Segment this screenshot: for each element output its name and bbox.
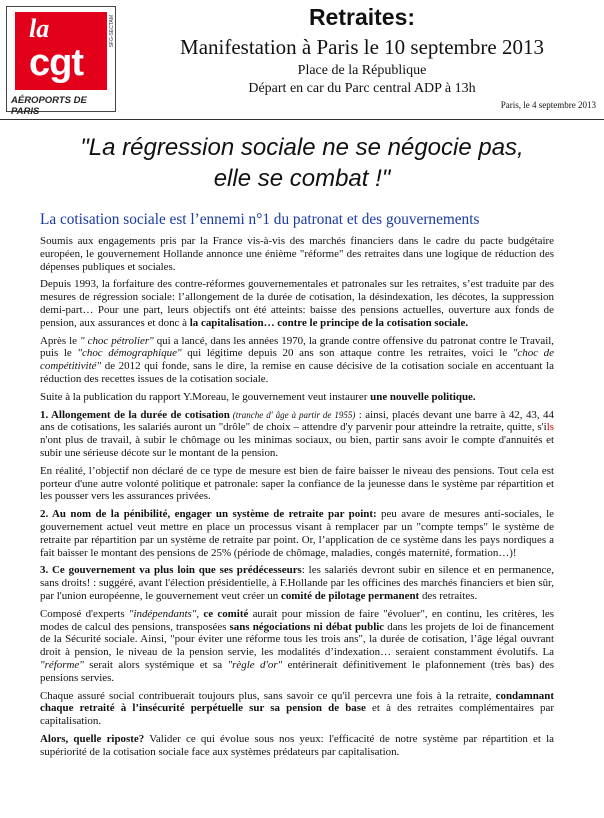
p7-text: peu avare de mesures anti-sociales, le gouvernement actuel veut mettre en place un processus visant à remplacer par un "compte temps" le système de retraite par répartition par un système de retraite par point. Or, l’application de ce système dans les pays nordiques a fait baisser le montant des pensions de 25% (période de chômage, maladies, congés maternité, formation…)! [40,508,554,559]
p9-d: dans les projets de loi de financement de la Sécurité sociale. Ainsi, "pour éviter une réforme tous les trois ans", la durée de cotisation, l’âge légal ouvrant droit à pension, le niveau de la pension servie, les modalités d’indexation… seraient constamment évolutifs. La [40,620,554,659]
paragraph-3 [40,335,554,386]
p11-bold: Alors, quelle riposte? [40,732,145,745]
logo-side-text: SFG-SECTAM [109,15,115,48]
page-title: Retraites: [308,4,416,30]
p5-a: : ainsi, placés devant une barre à 42, 43, 44 ans de cotisations, les salariés auront un "drôle" de choix – attendre d'y parvenir pour atteindre la retraite, quitte, s'i [40,408,554,434]
quote-line-2: elle se combat !" [213,165,391,192]
cgt-logo [6,6,116,117]
p8-bold: comité de pilotage permanent [280,589,420,602]
p9-e: serait alors systémique et sa [83,658,228,671]
p9-bold1: ce comité [203,607,249,620]
paragraph-2 [40,278,554,329]
p3-e: qui légitime depuis 20 ans son attaque contre les retraites, voici le [181,347,513,360]
paragraph-6 [40,465,554,503]
paragraph-8 [40,564,554,602]
p5-b: n'ont plus de travail, à subir le chômage ou les minimas sociaux, ou bien, partir sans avoir le compte d'annuités et subir une sérieuse décote sur le montant de la pension. [40,434,554,459]
page-subtitle: Manifestation à Paris le 10 septembre 2013 [180,35,544,59]
p9-bold2: sans négociations ni débat public [229,620,385,633]
p3-d: "choc démographique" [77,347,182,360]
paragraph-2-text: Depuis 1993, la forfaiture des contre-réformes gouvernementales et patronales sur les retraites, s’est traduite par des mesures de régression sociale: l’allongement de la durée de cotisation, la désindexation, les décotes, la suppression demi-part… Pour une part, leurs objectifs ont été atteints: baisse des pensions actuelles, ouverture aux fonds de pension, aux assurances et donc à [40,278,554,329]
p5-note: (tranche d' âge à partir de 1955) [229,409,356,420]
paragraph-7 [40,508,554,559]
p3-f: "choc de compétitivité" [40,347,554,373]
paragraph-1 [40,235,554,273]
p10-bold: condamnant chaque retraité à l’insécurité perpétuelle sur sa pension de base [40,689,554,715]
logo-footer-text: AÉROPORTS DE PARIS [11,95,87,117]
logo-red-block [15,12,107,90]
paragraph-1-text: Soumis aux engagements pris par la France vis-à-vis des marchés financiers dans le cadre du pacte budgétaire européen, le gouvernement Hollande annonce une énième "réforme" des retraites dans une logique de réduction des dépenses publiques et sociales. [40,235,554,273]
p9-c: aurait pour mission de faire "évoluer", en continu, les critères, les modes de calcul des pensions, transposées [40,607,554,633]
header [0,0,604,118]
p9-b: , [196,607,204,620]
p7-head: 2. Au nom de la pénibilité, engager un système de retraite par point: [40,508,377,521]
event-place: Place de la République [297,63,427,78]
paragraph-10 [40,690,554,728]
article-body [40,235,554,763]
document-date: Paris, le 4 septembre 2013 [500,100,596,110]
paragraph-4 [40,391,554,404]
p3-b: " choc pétrolier" [80,334,154,347]
p5-red: ls [546,421,554,434]
p10-a: Chaque assuré social contribuerait toujours plus, sans savoir ce qu'il percevra une fois à la retraite, [40,689,496,702]
p8-head: 3. Ce gouvernement va plus loin que ses prédécesseurs [40,564,302,577]
logo-cgt: cgt [29,42,83,84]
event-departure: Départ en car du Parc central ADP à 13h [248,81,476,96]
p8-b: : suggéré, avant l'élection présidentielle, à F.Hollande par les officines des marchés financiers et bien sûr, par l'union européenne, le gouvernement veut créer un [40,577,554,602]
p10-b: et à des retraites complémentaires par capitalisation. [40,702,554,728]
p6-text: En réalité, l’objectif non déclaré de ce type de mesure est bien de faire baisser le niveau des pensions. Tout cela est porteur d'une autre volonté politique et patronale: saper la confiance de la jeunesse dans le système par répartition et les pousser vers les assurances privées. [40,464,554,503]
logo-la: la [29,14,50,43]
p9-f: entérinerait définitivement le plafonnement (très bas) des pensions servies. [40,658,554,684]
p11-text: Valider ce qui évolue sous nos yeux: l'efficacité de notre système par répartition et la supériorité de la cotisation sociale face aux systèmes prédateurs par capitalisation. [40,732,555,758]
p9-a: Composé d'experts [40,607,129,620]
p9-it3: "règle d'or" [227,658,283,671]
p8-a: : les salariés devront subir en silence et en permanence, sans droits! [40,564,554,590]
paragraph-9 [40,608,554,685]
quote-line-1: "La régression sociale ne se négocie pas, [80,134,524,161]
p3-g: de 2012 qui fonde, sans le dire, la remise en cause décisive de la cotisation sociale en accentuant la réduction des recettes issues de la cotisation sociale. [40,360,554,385]
p9-it2: "réforme" [40,658,84,671]
paragraph-11 [40,733,554,759]
headline-quote [30,132,574,194]
p3-a: Après le [40,334,81,347]
header-divider [0,119,604,120]
p4-text: Suite à la publication du rapport Y.Moreau, le gouvernement veut instaurer [40,390,371,403]
p9-it: "indépendants" [128,607,197,620]
section-title: La cotisation sociale est l’ennemi n°1 du patronat et des gouvernements [40,211,480,228]
p5-head: 1. Allongement de la durée de cotisation [40,408,230,421]
paragraph-2-bold: la capitalisation… contre le principe de la cotisation sociale. [189,316,469,329]
p4-bold: une nouvelle politique. [370,390,476,403]
p8-c: des retraites. [419,589,478,602]
paragraph-5 [40,409,554,460]
p3-c: qui a lancé, dans les années 1970, la grande contre offensive du patronat contre le Travail, puis le [40,334,555,360]
